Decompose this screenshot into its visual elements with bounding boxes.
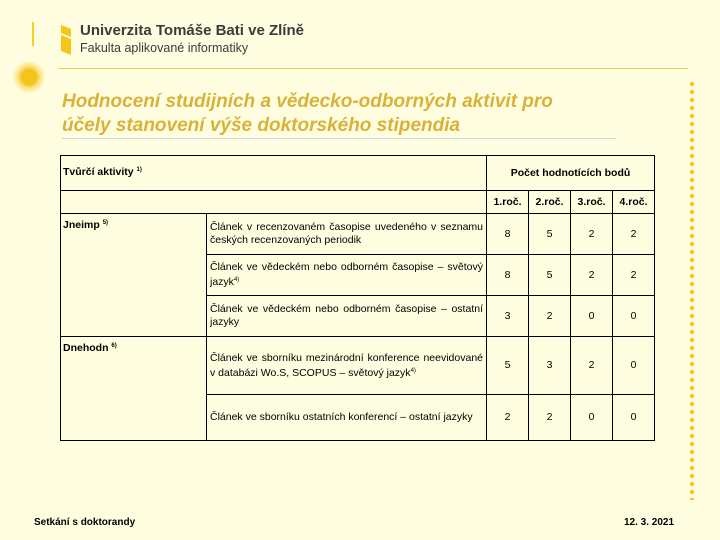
slide-title (62, 90, 652, 138)
value-cell: 2 (529, 296, 571, 337)
utb-logo-icon (60, 24, 72, 56)
title-line-2: účely stanovení výše doktorského stipendia (62, 115, 461, 136)
activity-text: Článek v recenzovaném časopise uvedeného v seznamu českých recenzovaných periodik (210, 221, 483, 246)
value-cell: 0 (613, 337, 655, 395)
years-row-spacer (61, 191, 487, 214)
title-underline (62, 138, 616, 139)
activity-text: Článek ve vědeckém nebo odborném časopise – ostatní jazyky (210, 303, 483, 328)
creative-activities-label: Tvůrčí aktivity (63, 166, 134, 178)
university-logo (60, 22, 304, 56)
footer-date: 12. 3. 2021 (624, 517, 675, 528)
value-cell: 2 (529, 395, 571, 441)
year-1: 1.roč. (487, 191, 529, 214)
year-2: 2.roč. (529, 191, 571, 214)
activity-text: Článek ve vědeckém nebo odborném časopise – světový jazyk (210, 261, 483, 288)
creative-activities-header (61, 156, 487, 191)
years-row (61, 191, 655, 214)
activity-cell (207, 337, 487, 395)
accent-horizontal-line (58, 68, 688, 69)
value-cell: 2 (487, 395, 529, 441)
group-label-text: Dnehodn (63, 342, 109, 354)
points-table (60, 155, 655, 441)
value-cell: 0 (613, 395, 655, 441)
activity-text: Článek ve sborníku mezinárodní konference neevidované v databázi Wo.S, SCOPUS – světový jazyk (210, 351, 483, 379)
value-cell: 0 (571, 395, 613, 441)
dotted-border (688, 80, 696, 500)
activity-footnote: 4) (410, 367, 416, 374)
value-cell: 2 (571, 214, 613, 255)
activity-cell (207, 395, 487, 441)
accent-vertical-line (32, 22, 34, 46)
value-cell: 2 (571, 255, 613, 296)
activity-cell (207, 214, 487, 255)
accent-circle (12, 60, 46, 94)
group-label-text: Jneimp (63, 219, 100, 231)
title-line-1: Hodnocení studijních a vědecko-odborných aktivit pro (62, 91, 553, 112)
activity-cell (207, 255, 487, 296)
value-cell: 0 (613, 296, 655, 337)
group-footnote: 6) (111, 343, 117, 349)
points-header: Počet hodnotících bodů (487, 156, 655, 191)
table-row (61, 214, 655, 255)
value-cell: 5 (529, 255, 571, 296)
activity-cell (207, 296, 487, 337)
footer-event: Setkání s doktorandy (34, 517, 136, 528)
value-cell: 2 (613, 255, 655, 296)
value-cell: 8 (487, 214, 529, 255)
value-cell: 3 (529, 337, 571, 395)
activity-footnote: 4) (233, 277, 240, 283)
group-label-dnehodn (61, 337, 207, 441)
value-cell: 2 (613, 214, 655, 255)
university-name: Univerzita Tomáše Bati ve Zlíně (80, 22, 304, 39)
creative-activities-footnote: 1) (136, 167, 142, 173)
table-row (61, 337, 655, 395)
year-4: 4.roč. (613, 191, 655, 214)
value-cell: 5 (487, 337, 529, 395)
faculty-name: Fakulta aplikované informatiky (80, 41, 249, 55)
year-3: 3.roč. (571, 191, 613, 214)
group-footnote: 5) (102, 220, 109, 226)
value-cell: 5 (529, 214, 571, 255)
group-label-jneimp (61, 214, 207, 337)
value-cell: 2 (571, 337, 613, 395)
value-cell: 3 (487, 296, 529, 337)
value-cell: 0 (571, 296, 613, 337)
table-header-row (61, 156, 655, 191)
activity-text: Článek ve sborníku ostatních konferencí – ostatní jazyky (210, 411, 473, 423)
value-cell: 8 (487, 255, 529, 296)
